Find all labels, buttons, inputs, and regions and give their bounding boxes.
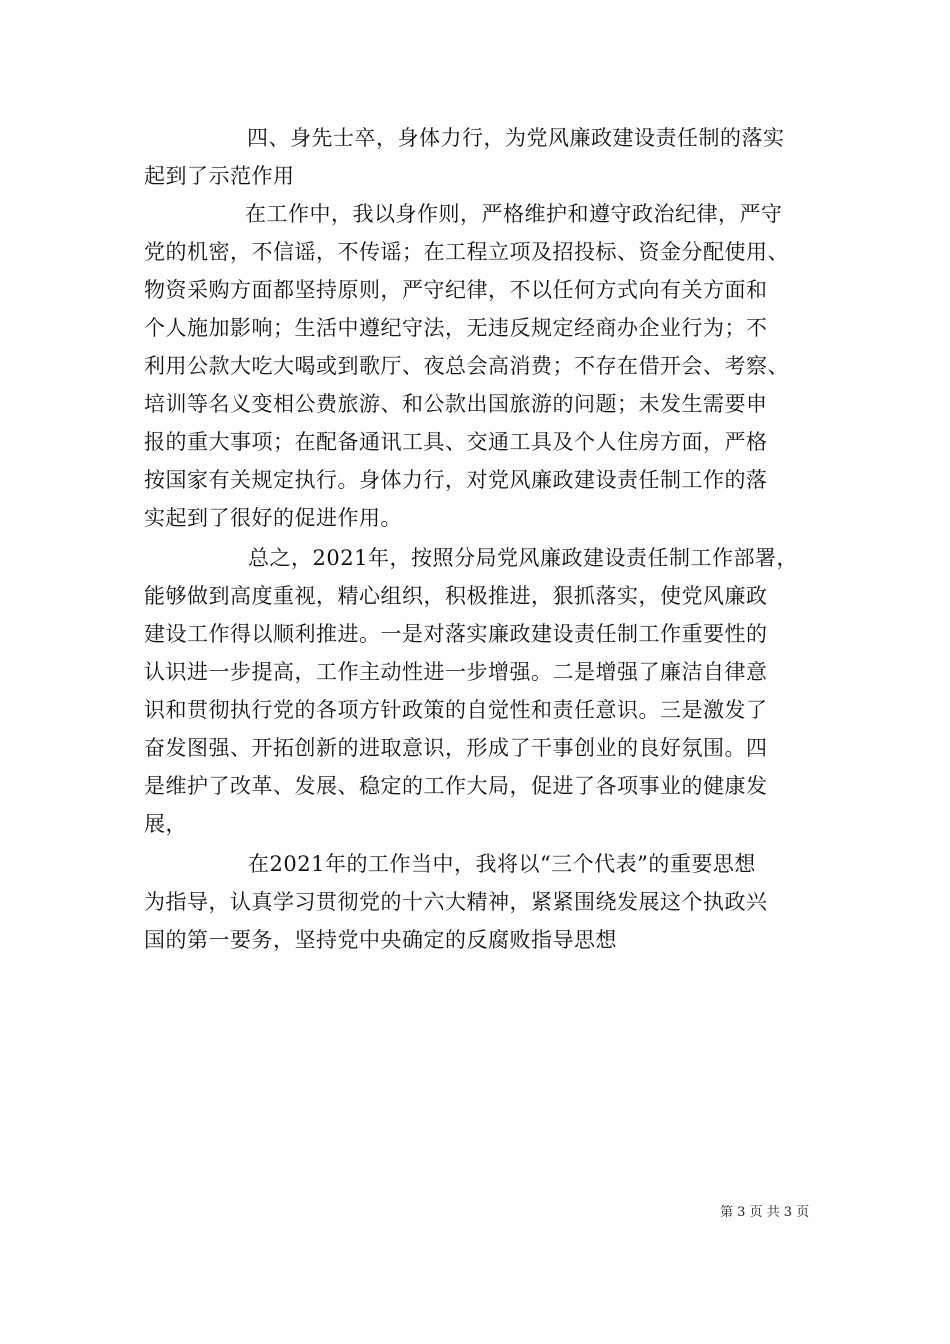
paragraph-2-line-5: 识和贯彻执行党的各项方针政策的自觉性和责任意识。三是激发了 (144, 698, 768, 722)
heading-line-2: 起到了示范作用 (144, 164, 295, 188)
heading-line-1: 四、身先士卒，身体力行，为党风廉政建设责任制的落实 (247, 126, 785, 150)
page-number-footer: 第 3 页 共 3 页 (720, 1205, 810, 1220)
paragraph-2-line-2: 能够做到高度重视，精心组织，积极推进，狠抓落实，使党风廉政 (144, 584, 768, 608)
paragraph-1-line-4: 个人施加影响；生活中遵纪守法，无违反规定经商办企业行为；不 (144, 316, 768, 340)
paragraph-1-line-9: 实起到了很好的促进作用。 (144, 506, 402, 530)
paragraph-1-line-1: 在工作中，我以身作则，严格维护和遵守政治纪律，严守 (245, 202, 783, 226)
paragraph-2-line-4: 认识进一步提高，工作主动性进一步增强。二是增强了廉洁自律意 (144, 660, 768, 684)
paragraph-2-line-3: 建设工作得以顺利推进。一是对落实廉政建设责任制工作重要性的 (144, 622, 768, 646)
paragraph-1-line-8: 按国家有关规定执行。身体力行，对党风廉政建设责任制工作的落 (144, 468, 768, 492)
paragraph-1-line-3: 物资采购方面都坚持原则，严守纪律，不以任何方式向有关方面和 (144, 278, 768, 302)
paragraph-2-line-6: 奋发图强、开拓创新的进取意识，形成了干事创业的良好氛围。四 (144, 736, 768, 760)
paragraph-2-line-7: 是维护了改革、发展、稳定的工作大局，促进了各项事业的健康发 (144, 774, 768, 798)
paragraph-1-line-2: 党的机密，不信谣，不传谣；在工程立项及招投标、资金分配使用、 (144, 240, 789, 264)
paragraph-3-line-3: 国的第一要务，坚持党中央确定的反腐败指导思想 (144, 928, 617, 952)
paragraph-1-line-7: 报的重大事项；在配备通讯工具、交通工具及个人住房方面，严格 (144, 430, 768, 454)
paragraph-1-line-5: 利用公款大吃大喝或到歌厅、夜总会高消费；不存在借开会、考察、 (144, 354, 789, 378)
paragraph-1-line-6: 培训等名义变相公费旅游、和公款出国旅游的问题；未发生需要申 (144, 392, 768, 416)
paragraph-3-line-2: 为指导，认真学习贯彻党的十六大精神，紧紧围绕发展这个执政兴 (144, 890, 768, 914)
paragraph-2-line-1: 总之，2021年，按照分局党风廉政建设责任制工作部署， (248, 546, 798, 570)
paragraph-2-line-8: 展， (144, 812, 187, 836)
paragraph-3-line-1: 在2021年的工作当中，我将以“三个代表”的重要思想 (248, 852, 756, 876)
